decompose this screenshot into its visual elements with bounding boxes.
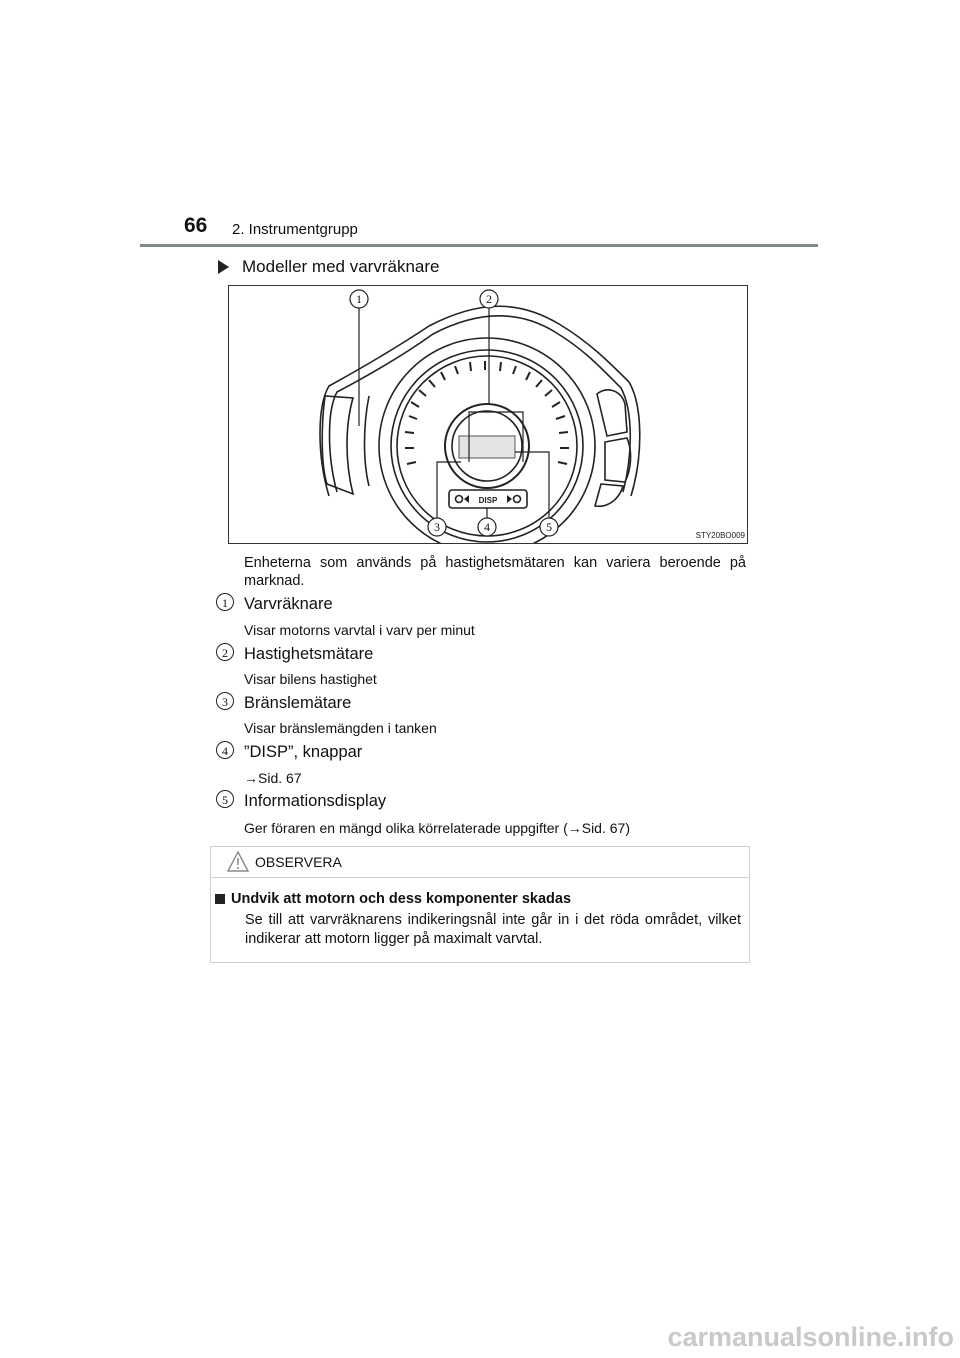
watermark: carmanualsonline.info bbox=[667, 1322, 954, 1352]
item-title-5: Informationsdisplay bbox=[244, 792, 387, 810]
section-title: Modeller med varvräknare bbox=[242, 257, 440, 276]
callout-1: 1 bbox=[356, 292, 362, 306]
disp-left-arrow-icon bbox=[464, 495, 469, 503]
triangle-bullet-icon bbox=[218, 260, 229, 274]
figure-code: STY20BO009 bbox=[695, 531, 745, 540]
units-note: Enheterna som används på hastighetsmätaren kan variera beroende på marknad. bbox=[244, 555, 746, 589]
page-number: 66 bbox=[184, 214, 208, 237]
notice-box bbox=[210, 846, 750, 963]
item-number-4: 4 bbox=[216, 741, 234, 759]
instrument-cluster-illustration bbox=[229, 286, 748, 544]
section-heading bbox=[218, 257, 439, 277]
item-number-5: 5 bbox=[216, 790, 234, 808]
item-title-4: ”DISP”, knappar bbox=[244, 743, 363, 761]
header-divider bbox=[140, 244, 818, 247]
square-bullet-icon bbox=[215, 894, 225, 904]
notice-heading-text: Undvik att motorn och dess komponenter skadas bbox=[231, 891, 572, 907]
item-desc-1: Visar motorns varvtal i varv per minut bbox=[244, 622, 475, 638]
warning-icon bbox=[227, 851, 249, 872]
instrument-cluster-figure bbox=[228, 285, 748, 544]
chapter-title: 2. Instrumentgrupp bbox=[232, 221, 358, 238]
notice-header bbox=[211, 847, 749, 878]
notice-body: Se till att varvräknarens indikeringsnål inte går in i det röda området, vilket indikerar att motorn ligger på maximalt varvtal. bbox=[245, 912, 741, 947]
callout-5: 5 bbox=[546, 520, 552, 534]
item-desc-4[interactable]: →Sid. 67 bbox=[244, 770, 302, 786]
item-desc-3: Visar bränslemängden i tanken bbox=[244, 720, 437, 736]
disp-label: DISP bbox=[478, 496, 498, 505]
item-desc-5: Ger föraren en mängd olika körrelaterade uppgifter (→Sid. 67) bbox=[244, 820, 630, 836]
item-number-1: 1 bbox=[216, 593, 234, 611]
callout-4: 4 bbox=[484, 520, 490, 534]
callout-2: 2 bbox=[486, 292, 492, 306]
disp-right-arrow-icon bbox=[507, 495, 512, 503]
item-title-1: Varvräknare bbox=[244, 595, 333, 613]
notice-title: OBSERVERA bbox=[255, 854, 342, 870]
item-title-2: Hastighetsmätare bbox=[244, 645, 374, 663]
notice-heading bbox=[215, 891, 571, 907]
item-desc-2: Visar bilens hastighet bbox=[244, 671, 377, 687]
callout-3: 3 bbox=[434, 520, 440, 534]
item-number-2: 2 bbox=[216, 643, 234, 661]
item-title-3: Bränslemätare bbox=[244, 694, 352, 712]
item-number-3: 3 bbox=[216, 692, 234, 710]
